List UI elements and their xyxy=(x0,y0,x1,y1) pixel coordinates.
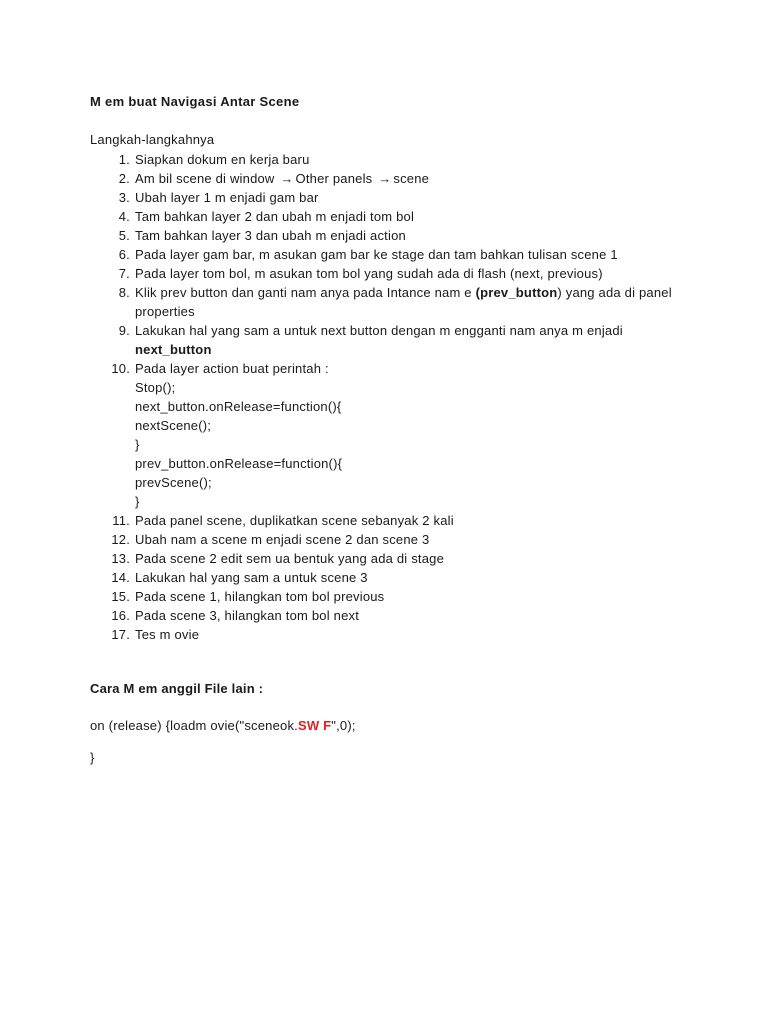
arrow-right-icon: → xyxy=(378,171,392,186)
code-line: Stop(); xyxy=(135,380,176,395)
list-item xyxy=(90,549,690,568)
list-number: 15. xyxy=(111,589,130,604)
list-text: Ubah nam a scene m enjadi scene 2 dan scene 3 xyxy=(135,532,430,547)
list-item xyxy=(90,226,690,245)
list-number: 9. xyxy=(118,323,130,338)
list-item xyxy=(90,359,690,511)
list-item xyxy=(90,245,690,264)
list-number: 10. xyxy=(111,361,130,376)
section-title: Cara M em anggil File lain : xyxy=(90,681,264,696)
list-text: ) yang ada di panel properties xyxy=(135,285,672,319)
list-item xyxy=(90,169,690,188)
list-item xyxy=(90,150,690,169)
list-text: Tam bahkan layer 3 dan ubah m enjadi action xyxy=(135,228,406,243)
list-item xyxy=(90,207,690,226)
code-snippet xyxy=(90,718,356,733)
instance-name-bold: (prev_button xyxy=(475,285,558,300)
list-text: Tes m ovie xyxy=(135,627,200,642)
code-closing-brace: } xyxy=(90,750,95,765)
list-number: 1. xyxy=(118,152,130,167)
list-text: Pada layer action buat perintah : xyxy=(135,361,329,376)
code-line: nextScene(); xyxy=(135,418,212,433)
list-text: Am bil scene di window xyxy=(135,171,275,186)
list-number: 17. xyxy=(111,627,130,642)
list-item xyxy=(90,530,690,549)
list-number: 5. xyxy=(118,228,130,243)
list-item xyxy=(90,283,690,321)
list-text: Pada layer gam bar, m asukan gam bar ke stage dan tam bahkan tulisan scene 1 xyxy=(135,247,618,262)
list-item xyxy=(90,321,690,359)
list-number: 13. xyxy=(111,551,130,566)
list-text: Ubah layer 1 m enjadi gam bar xyxy=(135,190,319,205)
code-line: next_button.onRelease=function(){ xyxy=(135,399,342,414)
list-text: Pada layer tom bol, m asukan tom bol yang sudah ada di flash (next, previous) xyxy=(135,266,603,281)
list-number: 7. xyxy=(118,266,130,281)
list-item xyxy=(90,606,690,625)
arrow-right-icon: → xyxy=(280,171,294,186)
list-text: Klik prev button dan ganti nam anya pada Intance nam e xyxy=(135,285,476,300)
list-text: Pada panel scene, duplikatkan scene sebanyak 2 kali xyxy=(135,513,454,528)
list-item xyxy=(90,568,690,587)
list-number: 8. xyxy=(118,285,130,300)
list-item xyxy=(90,625,690,644)
list-item xyxy=(90,587,690,606)
instance-name-bold: next_button xyxy=(135,342,212,357)
list-item xyxy=(90,188,690,207)
code-text: on (release) {loadm ovie("sceneok. xyxy=(90,718,298,733)
code-line: prev_button.onRelease=function(){ xyxy=(135,456,343,471)
list-number: 2. xyxy=(118,171,130,186)
list-text: Lakukan hal yang sam a untuk scene 3 xyxy=(135,570,368,585)
list-item xyxy=(90,264,690,283)
list-number: 3. xyxy=(118,190,130,205)
intro-text: Langkah-langkahnya xyxy=(90,132,215,147)
list-text: Other panels xyxy=(295,171,373,186)
steps-list xyxy=(90,150,690,644)
list-text: Pada scene 1, hilangkan tom bol previous xyxy=(135,589,385,604)
page-title: M em buat Navigasi Antar Scene xyxy=(90,94,300,109)
code-line: prevScene(); xyxy=(135,475,212,490)
code-line: } xyxy=(135,437,140,452)
list-text: Siapkan dokum en kerja baru xyxy=(135,152,310,167)
list-number: 6. xyxy=(118,247,130,262)
list-text: Pada scene 2 edit sem ua bentuk yang ada di stage xyxy=(135,551,445,566)
list-number: 4. xyxy=(118,209,130,224)
list-item xyxy=(90,511,690,530)
list-text: Pada scene 3, hilangkan tom bol next xyxy=(135,608,360,623)
list-text: Lakukan hal yang sam a untuk next button dengan m engganti nam anya m enjadi xyxy=(135,323,623,338)
highlighted-extension: SW F xyxy=(297,718,332,733)
list-number: 12. xyxy=(111,532,130,547)
list-text: scene xyxy=(393,171,430,186)
list-text: Tam bahkan layer 2 dan ubah m enjadi tom bol xyxy=(135,209,415,224)
list-number: 14. xyxy=(111,570,130,585)
list-number: 16. xyxy=(111,608,130,623)
code-line: } xyxy=(135,494,140,509)
list-number: 11. xyxy=(112,513,130,528)
code-text: ",0); xyxy=(331,718,356,733)
